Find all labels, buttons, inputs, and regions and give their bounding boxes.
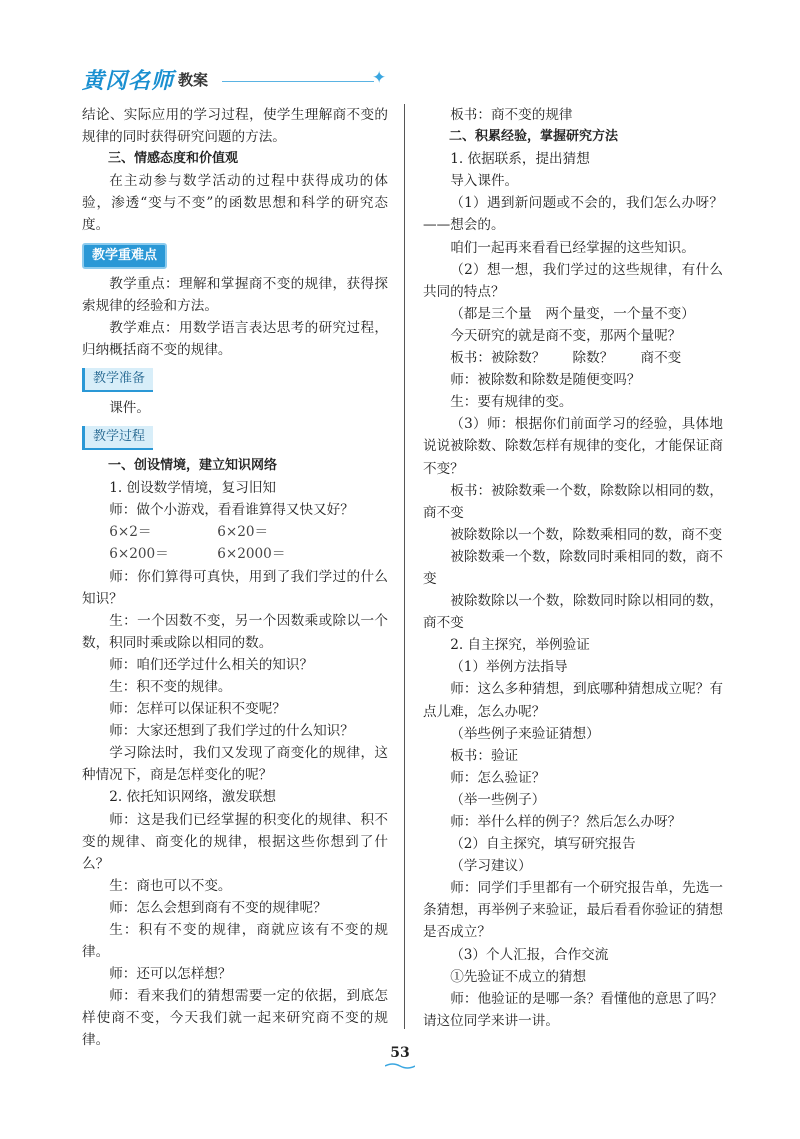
paragraph: 师：还可以怎样想？ [109,966,232,983]
math-expression: 6×200＝ [109,546,169,563]
paragraph: 板书：验证 [450,747,519,764]
paragraph: 学习除法时，我们又发现了商变化的规律，这种情况下，商是怎样变化的呢？ [82,745,388,784]
paragraph: 生：一个因数不变，另一个因数乘或除以一个数，积同时乘或除以相同的数。 [82,612,388,651]
paragraph: 在主动参与数学活动的过程中获得成功的体验，渗透“变与不变”的函数思想和科学的研究态度。 [82,173,388,234]
paragraph: 生：积不变的规律。 [109,678,232,695]
paragraph: 1. 依据联系，提出猜想 [450,151,590,168]
math-exercise-row [82,521,388,543]
paragraph: 2. 依托知识网络，激发联想 [109,789,277,806]
brand-subtitle: 教案 [178,71,209,89]
paragraph: （举一些例子） [450,791,546,808]
paragraph: 师：怎么会想到商有不变的规律呢？ [109,899,327,916]
paragraph: （3）师：根据你们前面学习的经验，具体地说说被除数、除数怎样有规律的变化，才能保证商不变？ [423,416,723,477]
section-heading: 二、积累经验，掌握研究方法 [449,129,619,145]
section-heading: 一、创设情境，建立知识网络 [108,458,278,474]
paragraph: （2）自主探究，填写研究报告 [450,836,636,853]
paragraph: （3）个人汇报，合作交流 [450,946,609,963]
paragraph: 师：你们算得可真快，用到了我们学过的什么知识？ [82,568,388,607]
page-number: 53 [390,1045,410,1061]
paragraph: 师：被除数和除数是随便变吗？ [450,372,641,389]
paragraph: 课件。 [109,399,150,416]
paragraph: 被除数乘一个数，除数同时乘相同的数，商不变 [423,548,723,587]
paragraph: （1）举例方法指导 [450,659,568,676]
math-expression: 6×2000＝ [217,546,286,563]
paragraph: 师：同学们手里都有一个研究报告单，先选一条猜想，再举例子来验证，最后看看你验证的猜想是否成立？ [423,880,723,941]
paragraph: 2. 自主探究，举例验证 [450,637,590,654]
math-expression: 6×20＝ [217,524,269,541]
section-tag-label: 教学准备 [82,368,153,392]
section-heading: 三、情感态度和价值观 [108,151,239,167]
paragraph: 生：商也可以不变。 [109,877,232,894]
paragraph: 师：咱们还学过什么相关的知识？ [109,656,314,673]
paragraph: 被除数除以一个数，除数同时除以相同的数，商不变 [423,593,723,632]
paragraph: 师：大家还想到了我们学过的什么知识？ [109,723,354,740]
section-tag-label: 教学过程 [82,426,153,450]
column-divider [404,104,405,1029]
star-icon: ✦ [372,68,387,88]
math-exercise-row [82,543,388,565]
header-rule [222,81,374,82]
paragraph: （1）遇到新问题或不会的，我们怎么办呀？——想会的。 [423,195,723,234]
paragraph: 结论、实际应用的学习过程，使学生理解商不变的规律的同时获得研究问题的方法。 [82,107,388,146]
paragraph: （2）想一想，我们学过的这些规律，有什么共同的特点？ [423,261,723,300]
paragraph: 师：看来我们的猜想需要一定的依据，到底怎样使商不变，今天我们就一起来研究商不变的规律。 [82,988,388,1049]
paragraph: （学习建议） [450,858,532,875]
section-tag [82,425,388,449]
section-tag [82,367,388,391]
paragraph: 师：这是我们已经掌握的积变化的规律、积不变的规律、商变化的规律，根据这些你想到了什么？ [82,811,388,872]
paragraph: 板书：被除数乘一个数，除数除以相同的数，商不变 [423,482,723,521]
paragraph: 师：怎样可以保证积不变呢？ [109,701,286,718]
paragraph: 咱们一起再来看看已经掌握的这些知识。 [450,239,695,256]
paragraph: 教学难点：用数学语言表达思考的研究过程，归纳概括商不变的规律。 [82,319,388,358]
paragraph: ①先验证不成立的猜想 [450,968,587,985]
paragraph: 今天研究的就是商不变，那两个量呢？ [450,327,682,344]
paragraph: 1. 创设数学情境，复习旧知 [109,480,277,497]
paragraph: 师：举什么样的例子？然后怎么办呀？ [450,814,682,830]
paragraph: 板书：商不变的规律 [450,107,573,123]
page-number-ornament [385,1063,415,1069]
paragraph: 生：要有规律的变。 [450,394,573,411]
brand-logo: 黄冈名师 [82,69,175,94]
paragraph: 生：积有不变的规律，商就应该有不变的规律。 [82,922,388,961]
paragraph: 师：做个小游戏，看看谁算得又快又好？ [109,502,354,519]
paragraph: 板书：被除数？ 除数？ 商不变 [450,350,682,367]
paragraph: 被除数除以一个数，除数乘相同的数，商不变 [450,526,723,543]
paragraph: 师：他验证的是哪一条？看懂他的意思了吗？请这位同学来讲一讲。 [423,990,723,1029]
paragraph: 师：这么多种猜想，到底哪种猜想成立呢？有点儿难，怎么办呢？ [423,681,723,720]
paragraph: （都是三个量 两个量变，一个量不变） [450,305,695,322]
paragraph: （举些例子来验证猜想） [450,725,600,742]
left-column [82,104,388,1052]
page-header [82,64,722,94]
paragraph: 师：怎么验证？ [450,769,546,786]
section-tag-label: 教学重难点 [82,243,167,269]
right-column [423,104,723,1032]
math-expression: 6×2＝ [109,524,152,541]
paragraph: 教学重点：理解和掌握商不变的规律，获得探索规律的经验和方法。 [82,275,388,314]
section-tag [82,243,388,267]
paragraph: 导入课件。 [450,173,519,190]
